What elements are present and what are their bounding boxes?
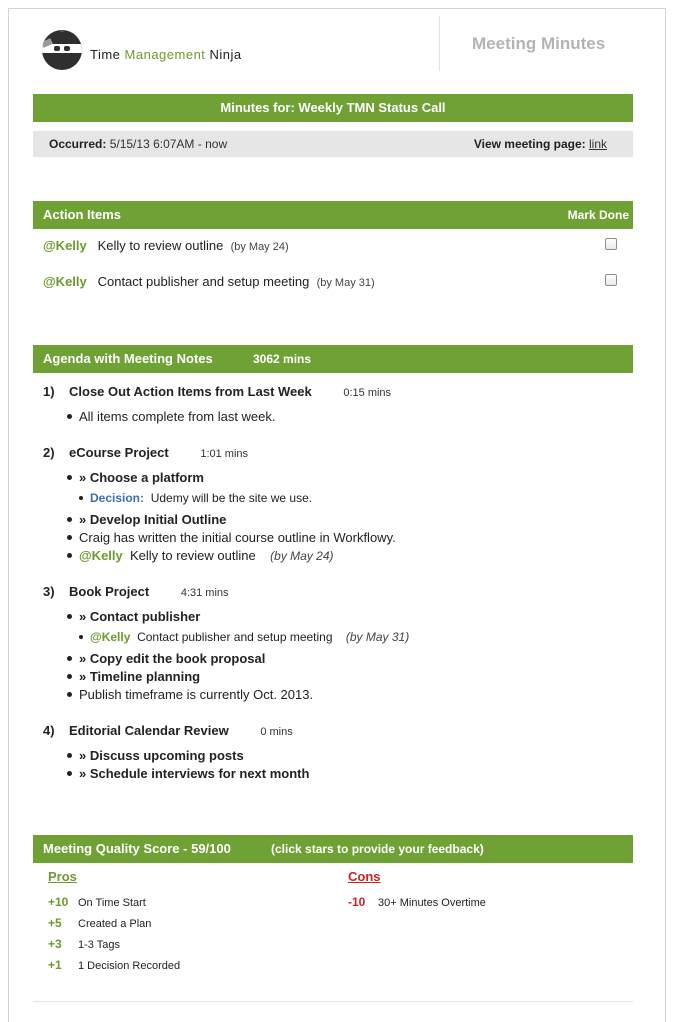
agenda-header: Agenda with Meeting Notes 3062 mins (33, 345, 633, 373)
action-items-header: Action Items Mark Done (33, 201, 633, 229)
page-title: Meeting Minutes (472, 34, 606, 53)
note-item: Publish timeframe is currently Oct. 2013. (67, 687, 313, 702)
feedback-hint: (click stars to provide your feedback) (271, 842, 484, 856)
agenda-item: 3) Book Project 4:31 mins (43, 584, 229, 599)
action-item-row: @Kelly Kelly to review outline (by May 24) (43, 238, 289, 253)
agenda-item: 1) Close Out Action Items from Last Week 0:15 mins (43, 384, 392, 399)
pro-item: +1 1 Decision Recorded (48, 958, 181, 972)
logo-text: Time Management Ninja (90, 46, 242, 62)
pros-heading: Pros (48, 869, 77, 884)
occurred-bar (33, 131, 633, 157)
cons-heading: Cons (348, 869, 381, 884)
view-meeting-page: View meeting page: link (473, 137, 607, 151)
sub-topic: » Copy edit the book proposal (67, 651, 265, 666)
assignee-tag: @Kelly (43, 238, 87, 253)
ninja-logo-icon (42, 30, 82, 70)
pro-item: +3 1-3 Tags (48, 937, 120, 951)
sub-topic: » Discuss upcoming posts (67, 748, 244, 763)
logo (42, 26, 242, 74)
agenda-item: 4) Editorial Calendar Review 0 mins (43, 723, 293, 738)
mark-done-label: Mark Done (567, 208, 629, 222)
sub-topic: » Contact publisher (67, 609, 200, 624)
assignee-tag: @Kelly (43, 274, 87, 289)
sub-topic: » Schedule interviews for next month (67, 766, 309, 781)
agenda-item: 2) eCourse Project 1:01 mins (43, 445, 249, 460)
bottom-divider (33, 1001, 633, 1002)
mark-done-checkbox[interactable] (605, 274, 617, 286)
mark-done-checkbox[interactable] (605, 238, 617, 250)
action-item-row: @Kelly Contact publisher and setup meeting (by May 31) (43, 274, 375, 289)
pro-item: +10 On Time Start (48, 895, 146, 909)
meeting-page-link[interactable]: link (588, 137, 607, 151)
note-item: Craig has written the initial course outline in Workflowy. (67, 530, 396, 545)
decision-item: Decision: Udemy will be the site we use. (79, 491, 312, 505)
occurred-info: Occurred: 5/15/13 6:07AM - now (49, 137, 228, 151)
note-item: All items complete from last week. (67, 409, 276, 424)
sub-topic: » Choose a platform (67, 470, 204, 485)
pro-item: +5 Created a Plan (48, 916, 152, 930)
agenda-total-mins: 3062 mins (253, 352, 312, 366)
sub-topic: » Timeline planning (67, 669, 200, 684)
header-divider (439, 16, 440, 71)
con-item: -10 30+ Minutes Overtime (348, 895, 486, 909)
action-note: @Kelly Kelly to review outline (by May 24) (67, 548, 334, 563)
minutes-title-bar: Minutes for: Weekly TMN Status Call (33, 94, 633, 122)
action-note: @Kelly Contact publisher and setup meeting (by May 31) (79, 630, 409, 644)
sub-topic: » Develop Initial Outline (67, 512, 226, 527)
quality-score-header: Meeting Quality Score - 59/100 (click stars to provide your feedback) (33, 835, 633, 863)
